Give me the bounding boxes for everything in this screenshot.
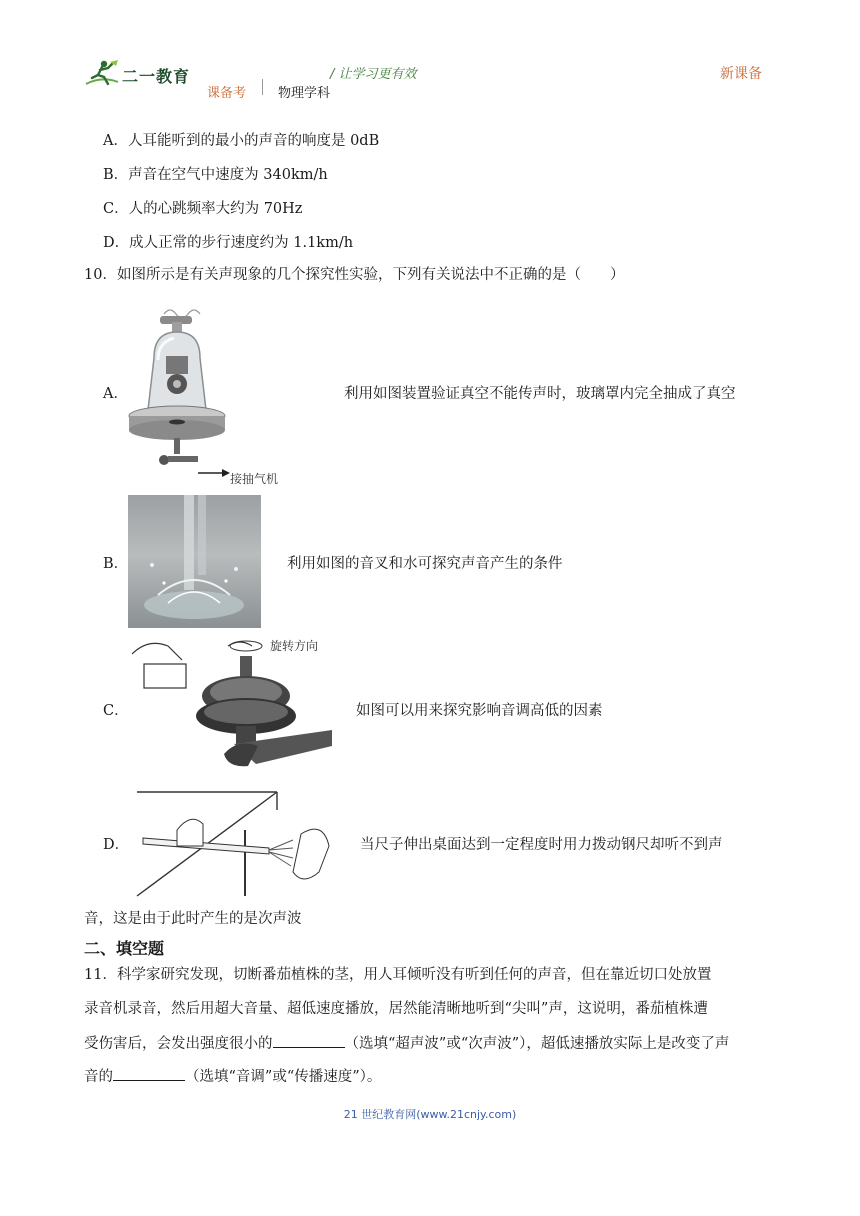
q10-stem: 10．如图所示是有关声现象的几个探究性实验，下列有关说法中不正确的是（ ）: [84, 267, 625, 283]
header-new-course: 新课备: [720, 66, 762, 82]
page-footer: 21 世纪教育网(www.21cnjy.com): [343, 1108, 517, 1121]
q11-line-3-end: （选填“超声波”或“次声波”），超低速播放实际上是改变了声: [344, 1036, 730, 1052]
q10-d-label: D．: [103, 837, 130, 853]
q9-option-c: C．人的心跳频率大约为 70Hz: [103, 201, 303, 217]
header-slogan: / 让学习更有效: [330, 67, 417, 82]
answer-blank-1[interactable]: [273, 1033, 345, 1048]
header-left-label: 课备考: [207, 86, 247, 101]
answer-blank-2[interactable]: [113, 1066, 185, 1081]
q11-line-4-end: （选填“音调”或“传播速度”）。: [185, 1069, 382, 1085]
q10-d-text-continued: 音，这是由于此时产生的是次声波: [84, 911, 302, 927]
q10-a-text: 利用如图装置验证真空不能传声时，玻璃罩内完全抽成了真空: [344, 386, 736, 402]
q11-line-3: [84, 1033, 729, 1054]
q10-c-text: 如图可以用来探究影响音调高低的因素: [356, 703, 603, 719]
header-divider: [262, 79, 263, 95]
brand-name: 二一教育: [122, 67, 191, 86]
rotation-direction-caption: 旋转方向: [270, 639, 319, 653]
q11-line-4-start: 音的: [84, 1069, 113, 1085]
section-title: 二、填空题: [84, 939, 165, 958]
q11-line-3-start: 受伤害后，会发出强度很小的: [84, 1036, 273, 1052]
q10-a-label: A．: [103, 386, 128, 402]
ruler-table-figure: [133, 790, 345, 898]
gear-card-figure: [128, 634, 334, 776]
q10-b-text: 利用如图的音叉和水可探究声音产生的条件: [287, 556, 563, 572]
q9-option-b: B．声音在空气中速度为 340km/h: [103, 167, 328, 183]
header-subject: 物理学科: [278, 86, 331, 101]
q9-option-a: A．人耳能听到的最小的声音的响度是 0dB: [103, 133, 380, 149]
q10-b-label: B．: [103, 556, 129, 572]
tuning-fork-water-photo: [128, 495, 261, 628]
q11-line-1: 11．科学家研究发现，切断番茄植株的茎，用人耳倾听没有听到任何的声音，但在靠近切口处放置: [84, 967, 712, 983]
bell-jar-figure: [124, 298, 294, 490]
q10-d-text: 当尺子伸出桌面达到一定程度时用力拨动钢尺却听不到声: [360, 837, 723, 853]
vacuum-pump-caption: 接抽气机: [230, 472, 279, 486]
q9-option-d: D．成人正常的步行速度约为 1.1km/h: [103, 235, 354, 251]
q11-line-4: [84, 1066, 381, 1087]
q10-c-label: C．: [103, 703, 129, 719]
q11-line-2: 录音机录音，然后用超大音量、超低速度播放，居然能清晰地听到“尖叫”声，这说明，番茄植株遭: [84, 1001, 708, 1017]
